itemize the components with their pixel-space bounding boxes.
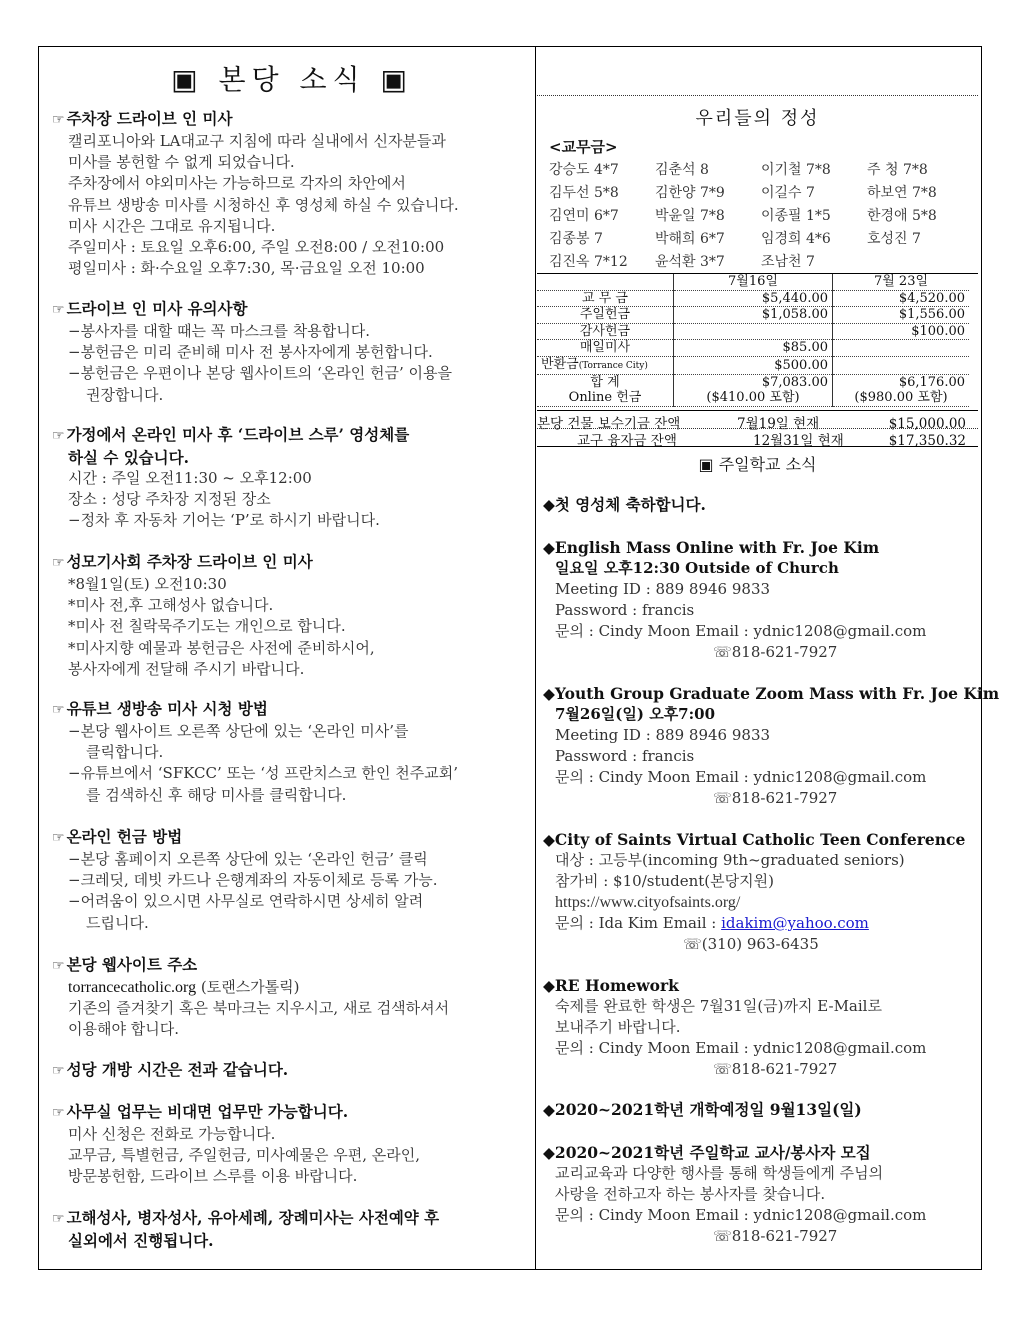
finance-label: 교 무 금 xyxy=(537,290,674,307)
text-line: −크레딧, 데빗 카드나 은행계좌의 자동이체로 등록 가능. xyxy=(68,871,438,890)
text-line: 미사 시간은 그대로 유지됩니다. xyxy=(68,216,276,235)
notice-sacraments xyxy=(52,1207,532,1251)
school-heading-cont: 7월26일(일) 오후7:00 xyxy=(555,705,716,723)
donor-name: 강승도 4*7 xyxy=(549,162,619,178)
donor-row xyxy=(549,228,974,251)
text-line: 장소 : 성당 주차장 지정된 장소 xyxy=(68,490,271,509)
balance-label: 교구 융자금 잔액 xyxy=(577,433,677,449)
pointing-hand-icon: ☞ xyxy=(52,830,65,846)
notice-drive-in-mass xyxy=(52,108,532,279)
school-heading: ◆English Mass Online with Fr. Joe Kim xyxy=(543,538,880,557)
finance-value: $5,440.00 xyxy=(674,290,833,307)
text-line: 클릭합니다. xyxy=(86,743,164,762)
text-line: 유튜브 생방송 미사를 시청하신 후 영성체 하실 수 있습니다. xyxy=(68,195,459,214)
section-heading: ☞ 드라이브 인 미사 유의사항 xyxy=(52,299,248,318)
finance-row xyxy=(537,290,969,307)
school-heading: ◆첫 영성체 축하합니다. xyxy=(543,495,706,514)
email-link[interactable]: idakim@yahoo.com xyxy=(721,914,869,932)
school-heading: ◆2020~2021학년 주일학교 교사/봉사자 모집 xyxy=(543,1143,871,1162)
donor-name: 이종필 1*5 xyxy=(761,208,831,224)
text-line: Meeting ID : 889 8946 9833 xyxy=(555,726,771,744)
finance-label-note: (Torrance City) xyxy=(578,360,648,371)
pointing-hand-icon: ☞ xyxy=(52,1063,65,1079)
text-line: Meeting ID : 889 8946 9833 xyxy=(555,580,771,598)
contact-line: 문의 : Ida Kim Email : idakim@yahoo.com xyxy=(555,914,869,932)
phone-line: ☏818-621-7927 xyxy=(713,1060,838,1078)
left-column xyxy=(52,46,532,1250)
donor-name: 김두선 5*8 xyxy=(549,185,619,201)
text-line: 를 검색하신 후 해당 미사를 클릭합니다. xyxy=(86,785,347,804)
donor-name: 한경애 5*8 xyxy=(867,208,937,224)
text-line: −본당 홈페이지 오른쪽 상단에 있는 ‘온라인 헌금’ 클릭 xyxy=(68,850,428,868)
text-line: 주일미사 : 토요일 오후6:00, 주일 오전8:00 / 오전10:00 xyxy=(68,238,445,257)
text-line: 참가비 : $10/student(본당지원) xyxy=(555,872,774,890)
section-heading: ☞ 성모기사회 주차장 드라이브 인 미사 xyxy=(52,552,313,571)
balance-amount: $15,000.00 xyxy=(888,416,966,432)
notice-online-offering xyxy=(52,826,532,934)
text-line: 사랑을 전하고자 하는 봉사자를 찾습니다. xyxy=(555,1185,826,1203)
diamond-bullet-icon: ◆ xyxy=(543,495,555,514)
school-heading: ◆2020~2021학년 개학예정일 9월13일(일) xyxy=(543,1100,862,1119)
phone-line: ☏818-621-7927 xyxy=(713,789,838,807)
donor-names xyxy=(549,159,974,274)
notice-website xyxy=(52,954,532,1041)
pointing-hand-icon: ☞ xyxy=(52,1105,65,1121)
notice-drive-in-guidelines xyxy=(52,298,532,406)
dept-label: <교무금> xyxy=(549,138,618,156)
finance-col-header: 7월16일 xyxy=(674,274,833,290)
website-url[interactable]: torrancecatholic.org xyxy=(68,979,197,996)
finance-row xyxy=(537,390,969,406)
divider-line xyxy=(537,446,978,447)
donor-name: 주 청 7*8 xyxy=(867,162,928,178)
text-line: *미사 전 칠락묵주기도는 개인으로 합니다. xyxy=(68,617,346,636)
finance-label: 합 계 xyxy=(537,374,674,390)
finance-value: $1,556.00 xyxy=(833,307,970,324)
section-heading: ☞ 성당 개방 시간은 전과 같습니다. xyxy=(52,1060,289,1079)
text-line: 교리교육과 다양한 행사를 통해 학생들에게 주님의 xyxy=(555,1164,884,1182)
donor-name: 박해희 6*7 xyxy=(655,231,725,247)
text-line: 캘리포니아와 LA대교구 지침에 따라 실내에서 신자분들과 xyxy=(68,132,446,150)
divider-line xyxy=(537,95,978,96)
section-heading: ☞ 사무실 업무는 비대면 업무만 가능합니다. xyxy=(52,1102,349,1121)
pointing-hand-icon: ☞ xyxy=(52,112,65,128)
school-teen-conference xyxy=(543,829,978,955)
balance-date: 7월19일 현재 xyxy=(737,416,820,432)
donor-name: 이기철 7*8 xyxy=(761,162,831,178)
finance-value xyxy=(833,356,970,374)
text-line: −봉헌금은 미리 준비해 미사 전 봉사자에게 봉헌합니다. xyxy=(68,343,433,362)
phone-icon: ☏ xyxy=(713,1060,732,1078)
diamond-bullet-icon: ◆ xyxy=(543,538,555,557)
notice-office xyxy=(52,1101,532,1188)
phone-line: ☏818-621-7927 xyxy=(713,1227,838,1245)
finance-value: $4,520.00 xyxy=(833,290,970,307)
finance-col-header: 7월 23일 xyxy=(833,274,970,290)
pointing-hand-icon: ☞ xyxy=(52,1211,65,1227)
section-heading: ☞ 고해성사, 병자성사, 유아세례, 장례미사는 사전예약 후 xyxy=(52,1208,440,1227)
text-line: 미사를 봉헌할 수 없게 되었습니다. xyxy=(68,153,295,172)
text-line: −봉사자를 대할 때는 꼭 마스크를 착용합니다. xyxy=(68,322,370,340)
finance-corner xyxy=(537,274,674,290)
finance-header-row xyxy=(537,274,969,290)
text-line: −유튜브에서 ‘SFKCC’ 또는 ‘성 프란치스코 한인 천주교회’ xyxy=(68,764,459,783)
divider-line xyxy=(537,410,978,411)
school-heading-cont: 일요일 오후12:30 Outside of Church xyxy=(555,559,839,577)
donor-name: 호성진 7 xyxy=(867,231,921,247)
donor-name: 김종봉 7 xyxy=(549,231,603,247)
text-line: 문의 : Cindy Moon Email : ydnic1208@gmail.com xyxy=(555,622,927,640)
phone-icon: ☏ xyxy=(713,789,732,807)
diamond-bullet-icon: ◆ xyxy=(543,1143,555,1162)
text-line: 문의 : Cindy Moon Email : ydnic1208@gmail.com xyxy=(555,1039,927,1057)
finance-value: ($410.00 포함) xyxy=(674,390,833,406)
donor-name: 김춘석 8 xyxy=(655,162,709,178)
section-heading-cont: 실외에서 진행됩니다. xyxy=(68,1231,214,1250)
school-youth-zoom-mass xyxy=(543,683,1000,809)
donor-name: 윤석환 3*7 xyxy=(655,254,725,270)
section-heading: ☞ 본당 웹사이트 주소 xyxy=(52,955,198,974)
donor-name xyxy=(867,251,973,274)
text-line: 평일미사 : 화·수요일 오후7:30, 목·금요일 오전 10:00 xyxy=(68,259,425,278)
finance-value: $6,176.00 xyxy=(898,374,965,390)
phone-line: ☏818-621-7927 xyxy=(713,643,838,661)
school-heading: ◆RE Homework xyxy=(543,976,679,995)
school-first-communion xyxy=(543,494,978,515)
notice-youtube-mass xyxy=(52,698,532,806)
finance-table xyxy=(537,274,969,407)
finance-label: 감사헌금 xyxy=(537,323,674,340)
balance-date: 12월31일 현재 xyxy=(753,433,844,449)
finance-value: $85.00 xyxy=(674,340,833,357)
text-line: −정차 후 자동차 기어는 ‘P’로 하시기 바랍니다. xyxy=(68,511,380,530)
website-line xyxy=(52,977,532,998)
text-line: 교무금, 특별헌금, 주일헌금, 미사예물은 우편, 온라인, xyxy=(68,1146,420,1165)
school-heading: ◆Youth Group Graduate Zoom Mass with Fr. Joe Kim xyxy=(543,684,1000,703)
section-heading: ☞ 주차장 드라이브 인 미사 xyxy=(52,109,233,128)
balance-amount: $17,350.32 xyxy=(888,433,966,449)
sunday-school-title: ▣ 주일학교 소식 xyxy=(698,455,817,474)
text-line: 시간 : 주일 오전11:30 ~ 오후12:00 xyxy=(68,469,312,487)
finance-label: 매일미사 xyxy=(537,340,674,357)
finance-value xyxy=(674,323,833,340)
text-line: *미사지향 예물과 봉헌금은 사전에 준비하시어, xyxy=(68,638,375,657)
text-line: 봉사자에게 전달해 주시기 바랍니다. xyxy=(68,659,305,678)
school-re-homework xyxy=(543,975,978,1080)
donor-name: 하보연 7*8 xyxy=(867,185,937,201)
notice-church-hours xyxy=(52,1059,532,1082)
school-start-date xyxy=(543,1099,978,1120)
pointing-hand-icon: ☞ xyxy=(52,702,65,718)
donor-name: 조남천 7 xyxy=(761,254,815,270)
phone-icon: ☏ xyxy=(683,935,702,953)
text-line: −어려움이 있으시면 사무실로 연락하시면 상세히 알려 xyxy=(68,892,424,911)
donor-name: 김진옥 7*12 xyxy=(549,254,628,270)
finance-row xyxy=(537,307,969,324)
finance-row xyxy=(537,323,969,340)
diamond-bullet-icon: ◆ xyxy=(543,1100,555,1119)
donor-name: 이길수 7 xyxy=(761,185,815,201)
donor-row xyxy=(549,159,974,182)
text-line: 미사 신청은 전화로 가능합니다. xyxy=(68,1125,276,1143)
finance-label: 반환금(Torrance City) xyxy=(537,356,674,374)
donor-name: 김연미 6*7 xyxy=(549,208,619,224)
text-line: 방문봉헌함, 드라이브 스루를 이용 바랍니다. xyxy=(68,1167,358,1186)
finance-value xyxy=(833,340,970,357)
column-divider xyxy=(535,46,536,1270)
finance-value: $500.00 xyxy=(674,356,833,374)
text-line: Password : francis xyxy=(555,747,695,765)
text-line: 문의 : Cindy Moon Email : ydnic1208@gmail.com xyxy=(555,1206,927,1224)
donor-name: 김한양 7*9 xyxy=(655,185,725,201)
text-line: 주차장에서 야외미사는 가능하므로 각자의 차안에서 xyxy=(68,174,406,193)
finance-row xyxy=(537,356,969,374)
section-heading: ☞ 유튜브 생방송 미사 시청 방법 xyxy=(52,699,268,718)
diamond-bullet-icon: ◆ xyxy=(543,830,555,849)
donor-row xyxy=(549,182,974,205)
section-heading-cont: 하실 수 있습니다. xyxy=(68,448,190,467)
website-note: (토랜스가톨릭) xyxy=(196,978,300,996)
pointing-hand-icon: ☞ xyxy=(52,958,65,974)
section-heading: ☞ 온라인 헌금 방법 xyxy=(52,827,183,846)
notice-drive-thru-communion xyxy=(52,424,532,532)
donor-name: 임경희 4*6 xyxy=(761,231,831,247)
donor-name: 박윤일 7*8 xyxy=(655,208,725,224)
finance-label: Online 헌금 xyxy=(537,390,674,406)
conference-url[interactable]: https://www.cityofsaints.org/ xyxy=(555,894,741,911)
finance-row xyxy=(537,374,969,390)
pointing-hand-icon: ☞ xyxy=(52,428,65,444)
finance-value: ($980.00 포함) xyxy=(833,390,970,406)
phone-line: ☏(310) 963-6435 xyxy=(683,935,819,953)
finance-label: 주일헌금 xyxy=(537,307,674,324)
text-line: 문의 : Cindy Moon Email : ydnic1208@gmail.com xyxy=(555,768,927,786)
text-line: 기존의 즐겨찾기 혹은 북마크는 지우시고, 새로 검색하셔서 xyxy=(68,999,450,1018)
notice-legion-mass xyxy=(52,551,532,680)
section-heading: ☞ 가정에서 온라인 미사 후 ‘드라이브 스루’ 영성체를 xyxy=(52,425,410,444)
offering-title: 우리들의 정성 xyxy=(695,108,820,129)
text-line: *미사 전,후 고해성사 없습니다. xyxy=(68,596,274,615)
school-volunteer-recruit xyxy=(543,1142,978,1247)
pointing-hand-icon: ☞ xyxy=(52,555,65,571)
finance-value: $100.00 xyxy=(833,323,970,340)
diamond-bullet-icon: ◆ xyxy=(543,976,555,995)
page-title: ▣ 본당 소식 ▣ xyxy=(171,63,413,96)
text-line: *8월1일(토) 오전10:30 xyxy=(68,575,227,593)
finance-value: $1,058.00 xyxy=(674,307,833,324)
phone-icon: ☏ xyxy=(713,643,732,661)
school-english-mass xyxy=(543,537,978,663)
school-heading: ◆City of Saints Virtual Catholic Teen Conference xyxy=(543,830,966,849)
text-line: 보내주기 바랍니다. xyxy=(555,1018,681,1036)
text-line: 이용해야 합니다. xyxy=(68,1020,179,1039)
text-line: 숙제를 완료한 학생은 7월31일(금)까지 E-Mail로 xyxy=(555,997,882,1015)
diamond-bullet-icon: ◆ xyxy=(543,684,555,703)
text-line: Password : francis xyxy=(555,601,695,619)
pointing-hand-icon: ☞ xyxy=(52,302,65,318)
phone-icon: ☏ xyxy=(713,1227,732,1245)
text-line: 드립니다. xyxy=(86,913,149,932)
text-line: 권장합니다. xyxy=(86,385,164,404)
text-line: −본당 웹사이트 오른쪽 상단에 있는 ‘온라인 미사’를 xyxy=(68,722,409,740)
donor-row xyxy=(549,251,974,274)
balance-label: 본당 건물 보수기금 잔액 xyxy=(537,416,681,432)
donor-row xyxy=(549,205,974,228)
text-line: −봉헌금은 우편이나 본당 웹사이트의 ‘온라인 헌금’ 이용을 xyxy=(68,364,452,383)
finance-value: $7,083.00 xyxy=(674,374,833,390)
text-line: 대상 : 고등부(incoming 9th~graduated seniors) xyxy=(555,851,905,869)
finance-row xyxy=(537,340,969,357)
